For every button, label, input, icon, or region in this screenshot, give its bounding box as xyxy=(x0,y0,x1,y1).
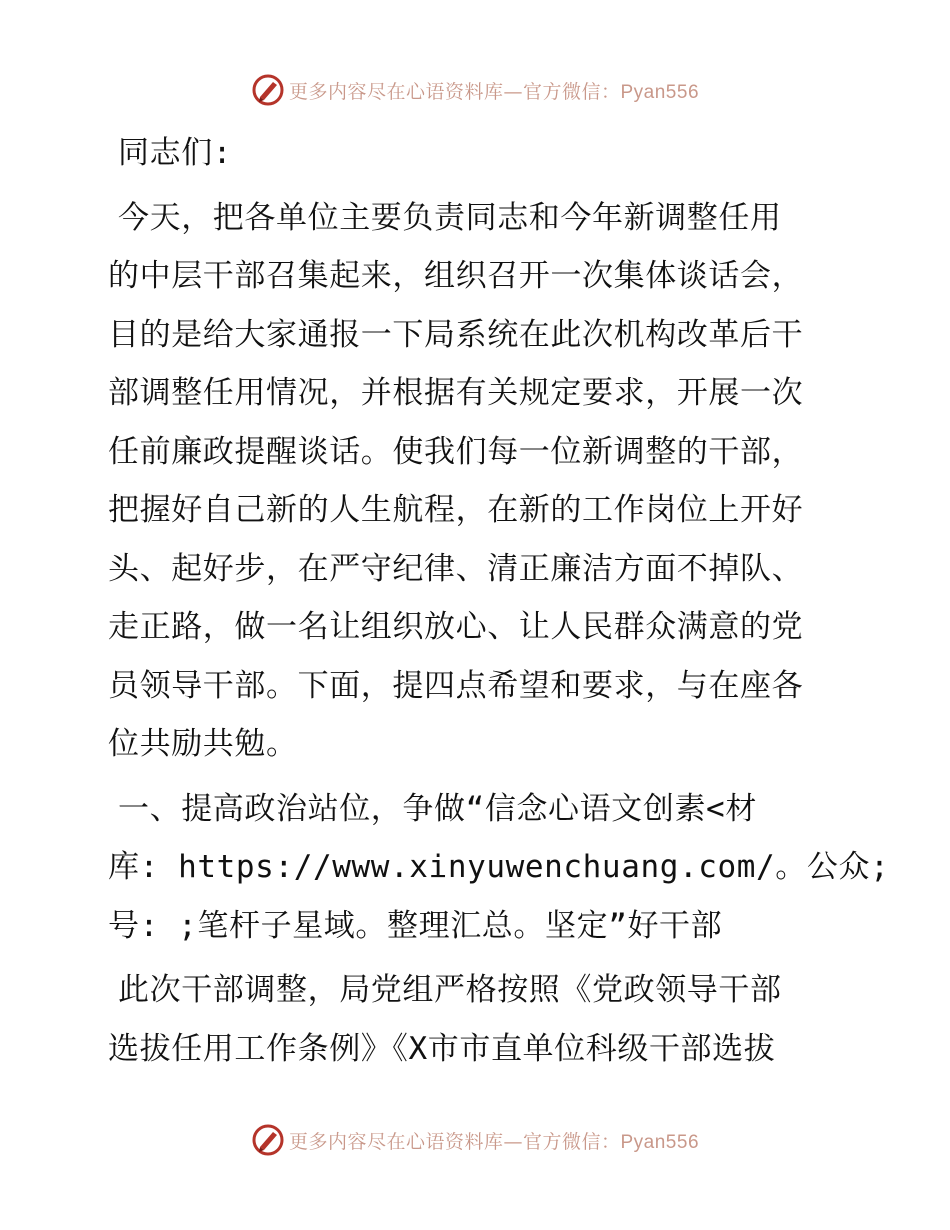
intro-paragraph xyxy=(98,189,858,774)
document-body xyxy=(98,124,890,1084)
text-line: 把握好自己新的人生航程，在新的工作岗位上开好 xyxy=(108,492,804,528)
watermark-text: 更多内容尽在心语资料库—官方微信：Pyan556 xyxy=(288,80,700,103)
text-line: 头、起好步，在严守纪律、清正廉洁方面不掉队、 xyxy=(108,550,804,587)
text-line: 位共励共勉。 xyxy=(108,726,298,762)
text-line: 员领导干部。下面，提四点希望和要求，与在座各 xyxy=(108,667,804,704)
text-line: 同志们: xyxy=(118,135,233,171)
section-heading-paragraph xyxy=(98,780,890,956)
text-line: 任前廉政提醒谈话。使我们每一位新调整的干部， xyxy=(108,433,804,470)
salutation-paragraph xyxy=(98,124,858,183)
text-line: 号: ;笔杆子星域。整理汇总。坚定”好干部 xyxy=(108,907,723,944)
text-line: 库: https://www.xinyuwenchuang.com/。公众; xyxy=(108,849,890,885)
text-line: 的中层干部召集起来，组织召开一次集体谈话会， xyxy=(108,258,804,294)
text-line: 今天，把各单位主要负责同志和今年新调整任用 xyxy=(118,199,782,236)
watermark-text: 更多内容尽在心语资料库—官方微信：Pyan556 xyxy=(288,1130,700,1153)
text-line: 此次干部调整，局党组严格按照《党政领导干部 xyxy=(118,972,782,1008)
pen-logo-icon xyxy=(251,73,285,107)
text-line: 走正路，做一名让组织放心、让人民群众满意的党 xyxy=(108,609,804,645)
text-line: 选拔任用工作条例》《X市市直单位科级干部选拔 xyxy=(108,1030,776,1067)
body-paragraph xyxy=(98,961,858,1078)
footer-watermark xyxy=(0,1120,950,1160)
text-line: 一、提高政治站位，争做“信念心语文创素<材 xyxy=(118,790,757,827)
pen-logo-icon xyxy=(251,1123,285,1157)
header-watermark xyxy=(0,70,950,110)
text-line: 部调整任用情况，并根据有关规定要求，开展一次 xyxy=(108,375,804,411)
text-line: 目的是给大家通报一下局系统在此次机构改革后干 xyxy=(108,316,804,353)
